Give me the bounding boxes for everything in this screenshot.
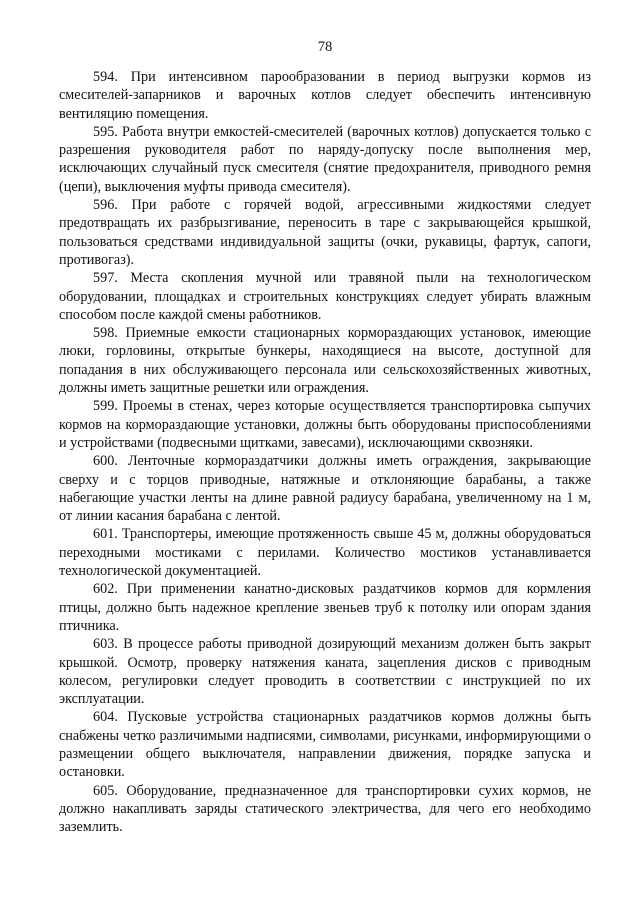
document-body bbox=[59, 68, 591, 836]
paragraph-599: 599. Проемы в стенах, через которые осуществляется транспортировка сыпучих кормов на кормораздающие установки, должны быть оборудованы приспособлениями и устройствами (подвесными щитками, завесами), исключающими сквозняки. bbox=[59, 398, 591, 451]
paragraph-594: 594. При интенсивном парообразовании в период выгрузки кормов из смесителей-запарников и варочных котлов следует обеспечить интенсивную вентиляцию помещения. bbox=[59, 69, 591, 122]
paragraph-601: 601. Транспортеры, имеющие протяженность свыше 45 м, должны оборудоваться переходными мостиками с перилами. Количество мостиков устанавливается технологической документацией. bbox=[59, 526, 591, 580]
paragraph-598: 598. Приемные емкости стационарных кормораздающих установок, имеющие люки, горловины, открытые бункеры, находящиеся на высоте, доступной для попадания в них обслуживающего персонала или сельскохозяйственных животных, должны иметь защитные решетки или ограждения. bbox=[59, 325, 591, 397]
paragraph-596: 596. При работе с горячей водой, агрессивными жидкостями следует предотвращать их разбрызгивание, переносить в таре с закрывающейся крышкой, пользоваться средствами индивидуальной защиты (очки, рукавицы, фартук, сапоги, противогаз). bbox=[59, 197, 591, 268]
paragraph-603: 603. В процессе работы приводной дозирующий механизм должен быть закрыт крышкой. Осмотр, проверку натяжения каната, зацепления дисков с приводным колесом, регулировки следует проводить в соответствии с инструкцией по их эксплуатации. bbox=[59, 636, 591, 708]
paragraph-600: 600. Ленточные кормораздатчики должны иметь ограждения, закрывающие сверху и с торцов приводные, натяжные и отклоняющие барабаны, а также набегающие участки ленты на длине равной радиусу барабана, увеличенному на 1 м, от линии касания барабана с лентой. bbox=[59, 453, 591, 525]
page-number: 78 bbox=[317, 39, 333, 55]
paragraph-597: 597. Места скопления мучной или травяной пыли на технологическом оборудовании, площадках и строительных конструкциях следует убирать влажным способом после каждой смены работников. bbox=[59, 270, 591, 323]
paragraph-602: 602. При применении канатно-дисковых раздатчиков кормов для кормления птицы, должно быть надежное крепление звеньев труб к потолку или опорам здания птичника. bbox=[59, 581, 591, 634]
paragraph-595: 595. Работа внутри емкостей-смесителей (варочных котлов) допускается только с разрешения руководителя работ по наряду-допуску после выполнения мер, исключающих случайный пуск смесителя (снятие предохранителя, приводного ремня (цепи), выключения муфты привода смесителя). bbox=[59, 123, 591, 195]
paragraph-604: 604. Пусковые устройства стационарных раздатчиков кормов должны быть снабжены четко различимыми надписями, символами, рисунками, информирующими о размещении общего выключателя, направлении движения, порядке запуска и остановки. bbox=[59, 709, 591, 781]
paragraph-605: 605. Оборудование, предназначенное для транспортировки сухих кормов, не должно накапливать заряды статического электричества, для чего его необходимо заземлить. bbox=[59, 782, 591, 836]
